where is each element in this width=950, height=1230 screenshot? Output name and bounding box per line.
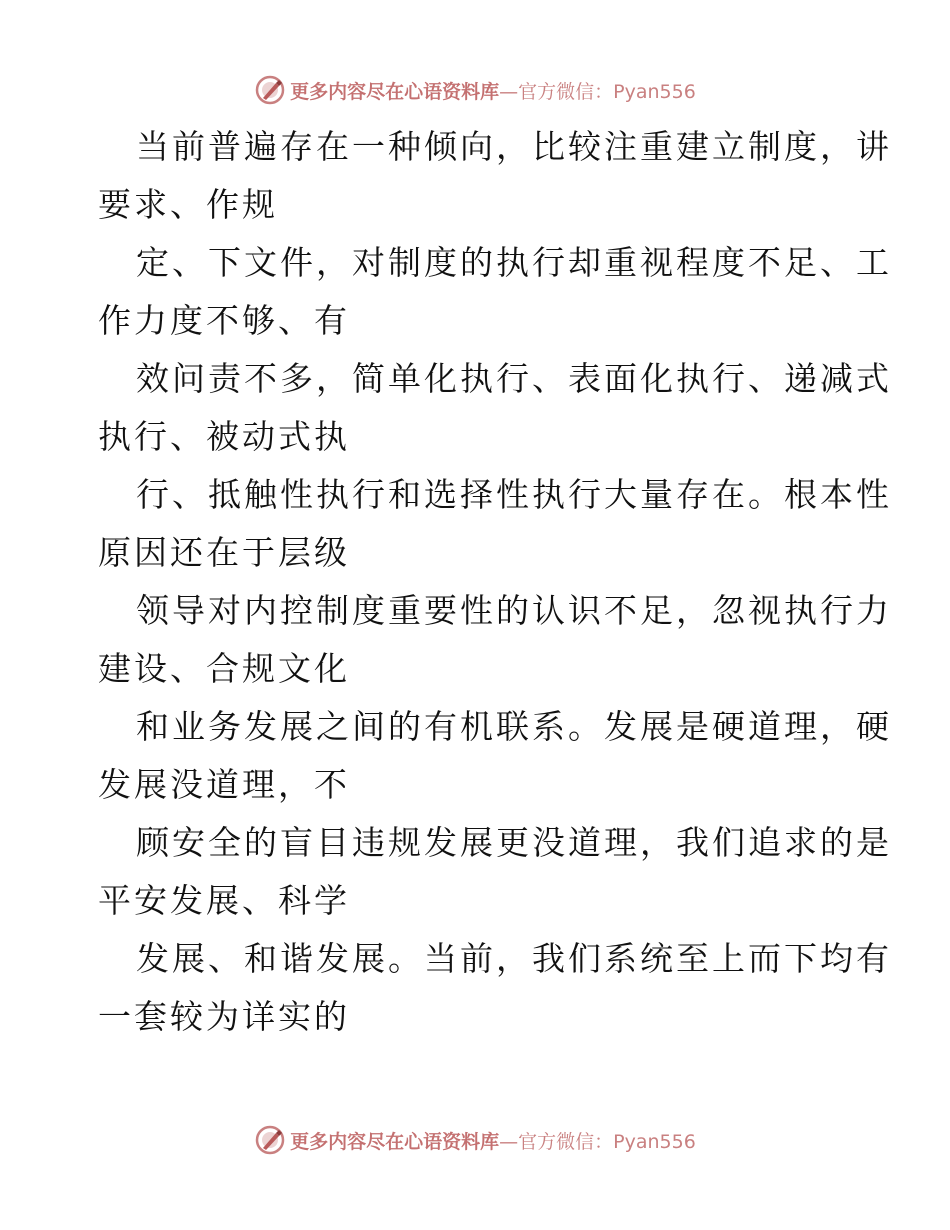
body-line: 作力度不够、有	[98, 301, 350, 340]
header-banner	[0, 70, 950, 110]
body-line: 领导对内控制度重要性的认识不足，忽视执行力	[136, 591, 892, 630]
body-line: 平安发展、科学	[98, 881, 350, 920]
banner-separator: —	[499, 80, 519, 103]
body-line: 效问责不多，简单化执行、表面化执行、递减式	[136, 359, 892, 398]
body-line: 发展没道理，不	[98, 765, 350, 804]
body-line: 行、抵触性执行和选择性执行大量存在。根本性	[136, 475, 892, 514]
banner-site-text: 更多内容尽在心语资料库	[290, 1130, 500, 1153]
body-line: 和业务发展之间的有机联系。发展是硬道理，硬	[136, 707, 892, 746]
body-line: 原因还在于层级	[98, 533, 350, 572]
body-line: 当前普遍存在一种倾向，比较注重建立制度，讲	[136, 127, 892, 166]
document-body	[98, 118, 892, 1046]
body-line: 要求、作规	[98, 185, 278, 224]
body-line: 执行、被动式执	[98, 417, 350, 456]
body-line: 发展、和谐发展。当前，我们系统至上而下均有	[136, 939, 892, 978]
banner-site-text: 更多内容尽在心语资料库	[290, 80, 500, 103]
body-line: 一套较为详实的	[98, 997, 350, 1036]
body-line: 定、下文件，对制度的执行却重视程度不足、工	[136, 243, 892, 282]
body-line: 顾安全的盲目违规发展更没道理，我们追求的是	[136, 823, 892, 862]
banner-contact-text: 官方微信：Pyan556	[518, 80, 696, 103]
body-line: 建设、合规文化	[98, 649, 350, 688]
banner-separator: —	[499, 1130, 519, 1153]
footer-banner	[0, 1120, 950, 1160]
seal-pen-logo-icon	[254, 1124, 286, 1156]
banner-contact-text: 官方微信：Pyan556	[518, 1130, 696, 1153]
seal-pen-logo-icon	[254, 74, 286, 106]
